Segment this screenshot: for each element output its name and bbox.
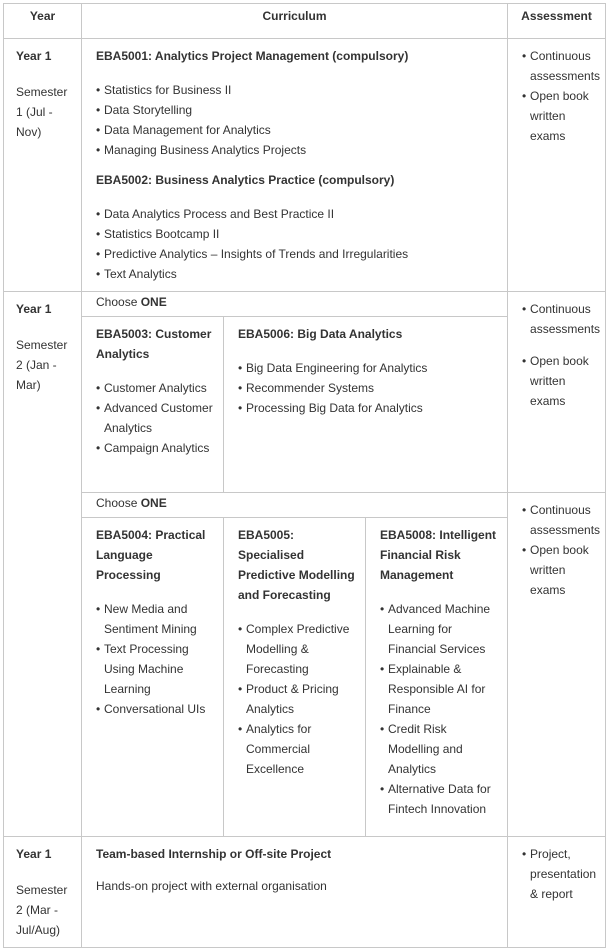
module-topic-list [96,378,215,458]
assessment-list [522,844,597,904]
list-item: • Predictive Analytics – Insights of Trends and Irregularities [104,244,499,264]
module-title: EBA5006: Big Data Analytics [238,327,403,341]
option-cell [82,317,224,493]
list-item: • Analytics for Commercial Excellence [246,719,357,779]
semester-2-choice-row [4,292,606,317]
module-description: Hands-on project with external organisation [96,879,327,893]
option-cell [366,518,508,837]
module-topic-list [96,599,215,719]
list-item: • Open book written exams [530,351,597,411]
module-title: EBA5002: Business Analytics Practice (compulsory) [96,173,395,187]
module-title: Team-based Internship or Off-site Project [96,847,332,861]
choose-text: Choose [96,496,141,510]
choose-text: Choose [96,295,141,309]
year-label: Year 1 [16,49,52,63]
curriculum-header: Curriculum [82,4,508,39]
list-item: • Product & Pricing Analytics [246,679,357,719]
year-header: Year [4,4,82,39]
list-item: • Open book written exams [530,540,597,600]
list-item: • Continuous assessments [530,46,597,86]
curriculum-table [3,3,606,948]
list-item: • Text Processing Using Machine Learning [104,639,215,699]
list-item: • New Media and Sentiment Mining [104,599,215,639]
assessment-cell [508,292,606,493]
list-item: • Alternative Data for Fintech Innovation [388,779,499,819]
list-item: • Statistics Bootcamp II [104,224,499,244]
semester-1-row [4,39,606,292]
internship-row [4,837,606,948]
option-cell [224,317,508,493]
module-title: EBA5001: Analytics Project Management (compulsory) [96,49,409,63]
list-item: • Project, presentation & report [530,844,597,904]
semester-label: Semester 2 (Mar - Jul/Aug) [16,883,68,937]
list-item: • Campaign Analytics [104,438,215,458]
list-item: • Advanced Machine Learning for Financial Services [388,599,499,659]
year-label: Year 1 [16,302,52,316]
list-item: • Data Analytics Process and Best Practice II [104,204,499,224]
assessment-cell [508,493,606,837]
list-item: • Customer Analytics [104,378,215,398]
module-topic-list [96,204,499,284]
option-cell [224,518,366,837]
choose-emphasis: ONE [140,295,167,309]
list-item: • Complex Predictive Modelling & Forecasting [246,619,357,679]
year-cell [4,837,82,948]
assessment-cell [508,837,606,948]
option-cell [82,518,224,837]
choose-emphasis: ONE [140,496,167,510]
choose-one-label [82,292,508,317]
assessment-list [522,500,601,600]
choose-one-label [82,493,508,518]
list-item: • Data Storytelling [104,100,499,120]
module-title: EBA5003: Customer Analytics [96,327,212,361]
list-item: • Credit Risk Modelling and Analytics [388,719,499,779]
list-item: • Text Analytics [104,264,499,284]
list-item: • Recommender Systems [246,378,499,398]
module-title: EBA5004: Practical Language Processing [96,528,206,582]
assessment-list [522,299,601,411]
assessment-list [522,46,601,146]
curriculum-cell [82,39,508,292]
module-topic-list [238,619,357,779]
curriculum-cell [82,837,508,948]
list-item: • Open book written exams [530,86,597,146]
year-cell [4,292,82,837]
list-item: • Advanced Customer Analytics [104,398,215,438]
list-item: • Processing Big Data for Analytics [246,398,499,418]
semester-label: Semester 1 (Jul - Nov) [16,85,68,139]
header-row [4,4,606,39]
list-item: • Data Management for Analytics [104,120,499,140]
assessment-header: Assessment [508,4,606,39]
module-title: EBA5008: Intelligent Financial Risk Management [380,528,497,582]
semester-label: Semester 2 (Jan - Mar) [16,338,68,392]
module-title: EBA5005: Specialised Predictive Modelling and Forecasting [238,528,355,602]
year-label: Year 1 [16,847,52,861]
list-item: • Conversational UIs [104,699,215,719]
list-item: • Continuous assessments [530,500,597,540]
module-topic-list [96,80,499,160]
semester-2-choice-row [4,493,606,518]
list-item: • Explainable & Responsible AI for Finance [388,659,499,719]
list-item: • Managing Business Analytics Projects [104,140,499,160]
module-topic-list [238,358,499,418]
module-topic-list [380,599,499,819]
list-item: • Statistics for Business II [104,80,499,100]
assessment-cell [508,39,606,292]
year-cell [4,39,82,292]
list-item: • Continuous assessments [530,299,597,339]
list-item: • Big Data Engineering for Analytics [246,358,499,378]
